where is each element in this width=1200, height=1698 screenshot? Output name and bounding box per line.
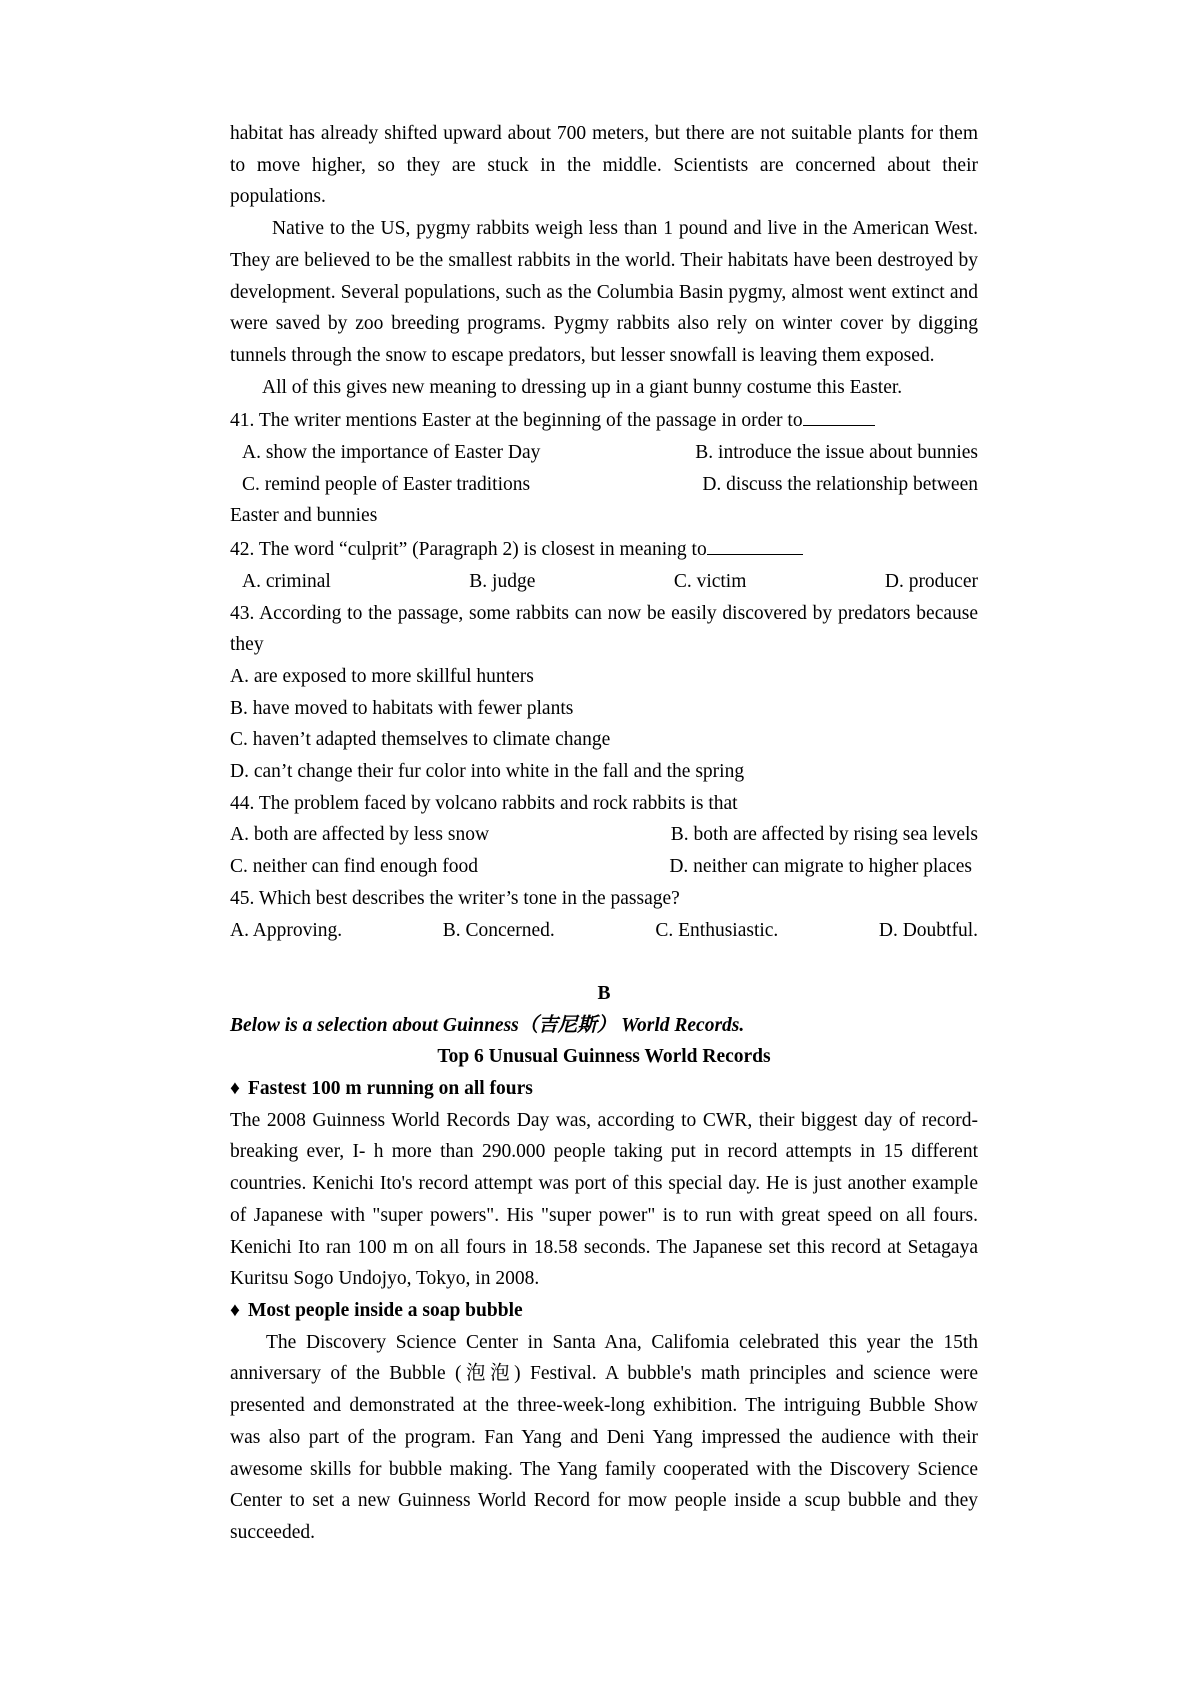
- question-42-text: 42. The word “culprit” (Paragraph 2) is closest in meaning to: [230, 539, 707, 561]
- option-41-d: D. discuss the relationship between: [702, 473, 978, 495]
- question-41-stem: [230, 403, 978, 437]
- question-42-options: [230, 566, 978, 598]
- option-44-c: C. neither can find enough food: [230, 856, 479, 878]
- option-45-d: D. Doubtful.: [878, 919, 978, 941]
- paragraph-habitat: habitat has already shifted upward about 700 meters, but there are not suitable plants for them to move higher, so they are stuck in the middle. Scientists are concerned about their populations.: [230, 123, 978, 208]
- option-44-b: B. both are affected by rising sea levels: [670, 824, 978, 846]
- option-43-b: B. have moved to habitats with fewer plants: [230, 697, 574, 719]
- option-43-d: D. can’t change their fur color into white in the fall and the spring: [230, 761, 745, 783]
- section-spacer: [230, 946, 978, 978]
- record-heading-bubble: [230, 1295, 978, 1327]
- question-45-options: [230, 915, 978, 947]
- answer-blank: [707, 532, 803, 555]
- option-45-b: B. Concerned.: [442, 919, 555, 941]
- option-41-a: A. show the importance of Easter Day: [242, 442, 541, 464]
- question-42-stem: [230, 532, 978, 566]
- option-44-a: A. both are affected by less snow: [230, 824, 490, 846]
- record-text-running: The 2008 Guinness World Records Day was, according to CWR, their biggest day of record-breaking ever, I- h more than 290.000 people taking put in record attempts in 15 different countries. Kenichi Ito's record attempt was port of this special day. He is just another example of Japanese with "super powers". His "super power" is to run with great speed on all fours. Kenichi Ito ran 100 m on all fours in 18.58 seconds. The Japanese set this record at Setagaya Kuritsu Sogo Undojyo, Tokyo, in 2008.: [230, 1109, 978, 1290]
- question-43-stem: 43. According to the passage, some rabbits can now be easily discovered by predators because they: [230, 602, 978, 656]
- section-b-letter: B: [597, 982, 611, 1004]
- paragraph-pygmy-rabbits: Native to the US, pygmy rabbits weigh less than 1 pound and live in the American West. They are believed to be the smallest rabbits in the world. Their habitats have been destroyed by development. Several populations, such as the Columbia Basin pygmy, almost went extinct and were saved by zoo breeding programs. Pygmy rabbits also rely on winter cover by digging tunnels through the snow to escape predators, but lesser snowfall is leaving them exposed.: [230, 218, 978, 366]
- option-41-c: C. remind people of Easter traditions: [242, 473, 531, 495]
- question-44-options-row1: [230, 819, 978, 851]
- question-41-text: 41. The writer mentions Easter at the beginning of the passage in order to: [230, 410, 803, 432]
- option-43-a: A. are exposed to more skillful hunters: [230, 665, 534, 687]
- section-b-title: Top 6 Unusual Guinness World Records: [437, 1046, 771, 1068]
- record-text-bubble: The Discovery Science Center in Santa Ana, Califomia celebrated this year the 15th anniversary of the Bubble (泡泡) Festival. A bubble's math principles and science were presented and demonstrated at the three-week-long exhibition. The intriguing Bubble Show was also part of the program. Fan Yang and Deni Yang impressed the audience with their awesome skills for bubble making. The Yang family cooperated with the Discovery Science Center to set a new Guinness World Record for mow people inside a scup bubble and they succeeded.: [230, 1331, 978, 1543]
- question-41-options-row2: [230, 469, 978, 501]
- question-41-options-row1: [230, 437, 978, 469]
- option-42-c: C. victim: [673, 570, 747, 592]
- question-45-stem: 45. Which best describes the writer’s tone in the passage?: [230, 887, 680, 909]
- section-b-intro: Below is a selection about Guinness（吉尼斯） World Records.: [230, 1014, 745, 1036]
- paragraph-easter-conclusion: All of this gives new meaning to dressing up in a giant bunny costume this Easter.: [262, 376, 903, 398]
- document-page: [230, 118, 978, 1549]
- option-44-d: D. neither can migrate to higher places: [669, 856, 972, 878]
- diamond-bullet-icon: ♦: [230, 1300, 240, 1321]
- option-45-c: C. Enthusiastic.: [655, 919, 779, 941]
- option-41-b: B. introduce the issue about bunnies: [695, 442, 978, 464]
- record-heading-running: [230, 1073, 978, 1105]
- option-42-a: A. criminal: [242, 570, 331, 592]
- question-44-options-row2: [230, 851, 978, 883]
- option-42-b: B. judge: [469, 570, 536, 592]
- record-heading-bubble-text: Most people inside a soap bubble: [247, 1300, 523, 1321]
- question-44-stem: 44. The problem faced by volcano rabbits and rock rabbits is that: [230, 792, 738, 814]
- option-43-c: C. haven’t adapted themselves to climate change: [230, 729, 611, 751]
- diamond-bullet-icon: ♦: [230, 1078, 240, 1100]
- record-heading-running-text: Fastest 100 m running on all fours: [247, 1078, 533, 1100]
- option-41-d-continuation: Easter and bunnies: [230, 505, 378, 527]
- option-45-a: A. Approving.: [230, 919, 343, 941]
- answer-blank: [803, 403, 875, 426]
- option-42-d: D. producer: [884, 570, 978, 592]
